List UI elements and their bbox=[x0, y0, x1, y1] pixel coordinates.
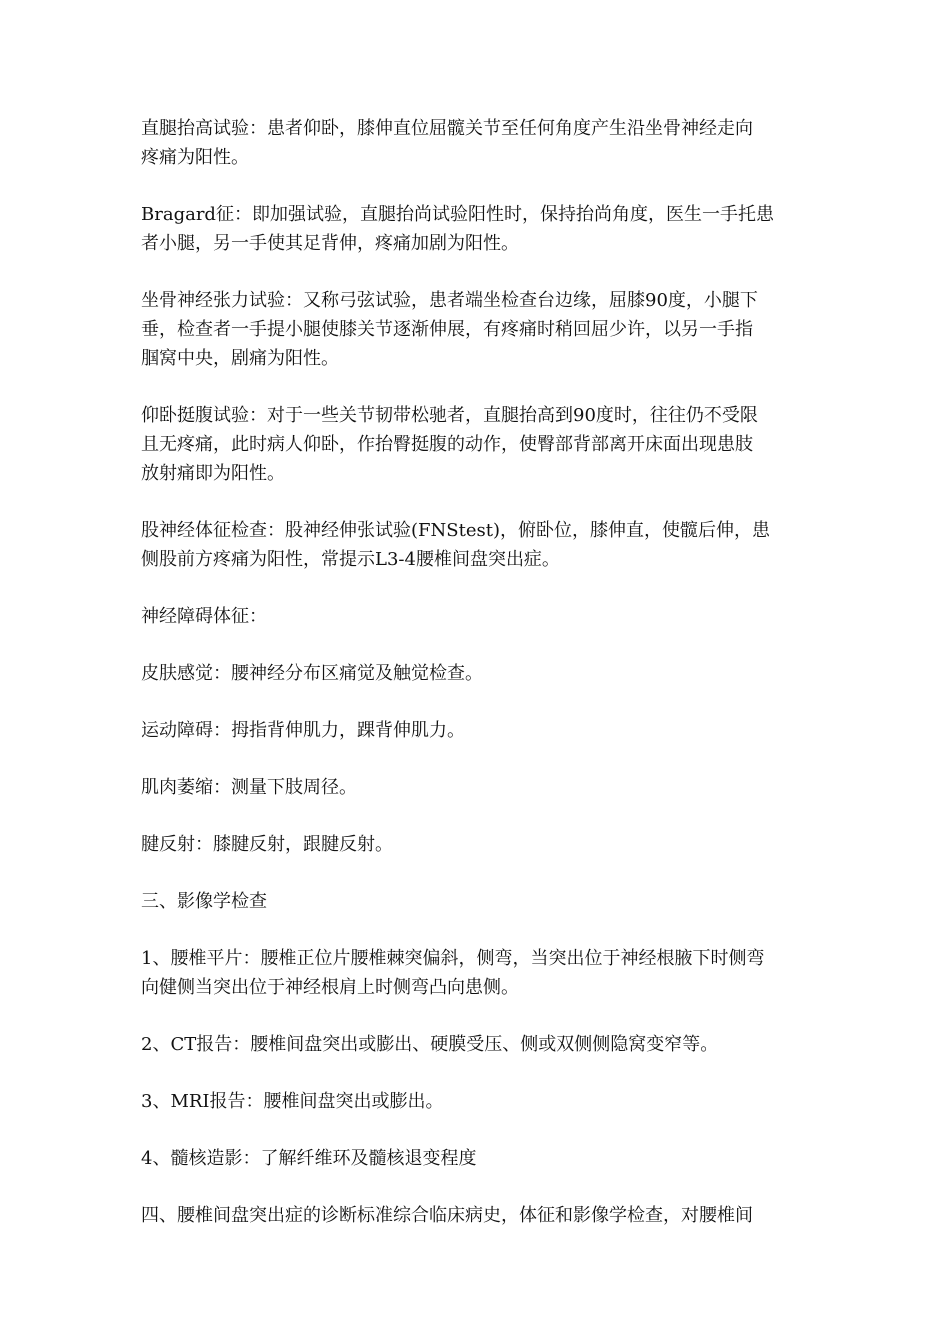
paragraph-muscle-atrophy bbox=[141, 773, 806, 802]
paragraph-sciatic-tension bbox=[141, 286, 806, 373]
text-line: 垂，检查者一手提小腿使膝关节逐渐伸展，有疼痛时稍回屈少许，以另一手指 bbox=[141, 319, 753, 340]
section-heading-diagnosis bbox=[141, 1201, 806, 1230]
document-body bbox=[141, 114, 806, 1258]
text-line: 者小腿，另一手使其足背伸，疼痛加剧为阳性。 bbox=[141, 233, 519, 254]
text-line: 直腿抬高试验：患者仰卧，膝伸直位屈髋关节至任何角度产生沿坐骨神经走向 bbox=[141, 118, 753, 139]
paragraph-straight-leg-raise bbox=[141, 114, 806, 172]
text-line: 1、腰椎平片：腰椎正位片腰椎棘突偏斜，侧弯，当突出位于神经根腋下时侧弯 bbox=[141, 948, 765, 969]
text-line: 放射痛即为阳性。 bbox=[141, 463, 285, 484]
text-line: 且无疼痛，此时病人仰卧，作抬臀挺腹的动作，使臀部背部离开床面出现患肢 bbox=[141, 434, 753, 455]
paragraph-bragard-sign bbox=[141, 200, 806, 258]
text-line: 2、CT报告：腰椎间盘突出或膨出、硬膜受压、侧或双侧侧隐窝变窄等。 bbox=[141, 1034, 719, 1055]
text-line: 肌肉萎缩：测量下肢周径。 bbox=[141, 777, 357, 798]
text-line: 4、髓核造影：了解纤维环及髓核退变程度 bbox=[141, 1148, 477, 1169]
paragraph-xray bbox=[141, 944, 806, 1002]
paragraph-mri bbox=[141, 1087, 806, 1116]
paragraph-neuro-signs bbox=[141, 602, 806, 631]
paragraph-discography bbox=[141, 1144, 806, 1173]
paragraph-supine-abdomen bbox=[141, 401, 806, 488]
paragraph-tendon-reflex bbox=[141, 830, 806, 859]
section-heading-imaging bbox=[141, 887, 806, 916]
text-line: 疼痛为阳性。 bbox=[141, 147, 249, 168]
text-line: 腱反射：膝腱反射，跟腱反射。 bbox=[141, 834, 393, 855]
paragraph-motor bbox=[141, 716, 806, 745]
text-line: 坐骨神经张力试验：又称弓弦试验，患者端坐检查台边缘，屈膝90度，小腿下 bbox=[141, 290, 758, 311]
text-line: 侧股前方疼痛为阳性，常提示L3-4腰椎间盘突出症。 bbox=[141, 549, 560, 570]
text-line: 皮肤感觉：腰神经分布区痛觉及触觉检查。 bbox=[141, 663, 483, 684]
text-line: 四、腰椎间盘突出症的诊断标准综合临床病史，体征和影像学检查，对腰椎间 bbox=[141, 1205, 753, 1226]
text-line: 向健侧当突出位于神经根肩上时侧弯凸向患侧。 bbox=[141, 977, 519, 998]
text-line: Bragard征：即加强试验，直腿抬尚试验阳性时，保持抬尚角度，医生一手托患 bbox=[141, 204, 774, 225]
text-line: 3、MRI报告：腰椎间盘突出或膨出。 bbox=[141, 1091, 444, 1112]
text-line: 腘窝中央，剧痛为阳性。 bbox=[141, 348, 339, 369]
paragraph-ct bbox=[141, 1030, 806, 1059]
text-line: 股神经体征检查：股神经伸张试验(FNStest)，俯卧位，膝伸直，使髋后伸，患 bbox=[141, 520, 770, 541]
text-line: 运动障碍：拇指背伸肌力，踝背伸肌力。 bbox=[141, 720, 465, 741]
text-line: 神经障碍体征： bbox=[141, 606, 267, 627]
paragraph-skin-sensation bbox=[141, 659, 806, 688]
text-line: 仰卧挺腹试验：对于一些关节韧带松驰者，直腿抬高到90度时，往往仍不受限 bbox=[141, 405, 758, 426]
paragraph-femoral-nerve bbox=[141, 516, 806, 574]
text-line: 三、影像学检查 bbox=[141, 891, 267, 912]
